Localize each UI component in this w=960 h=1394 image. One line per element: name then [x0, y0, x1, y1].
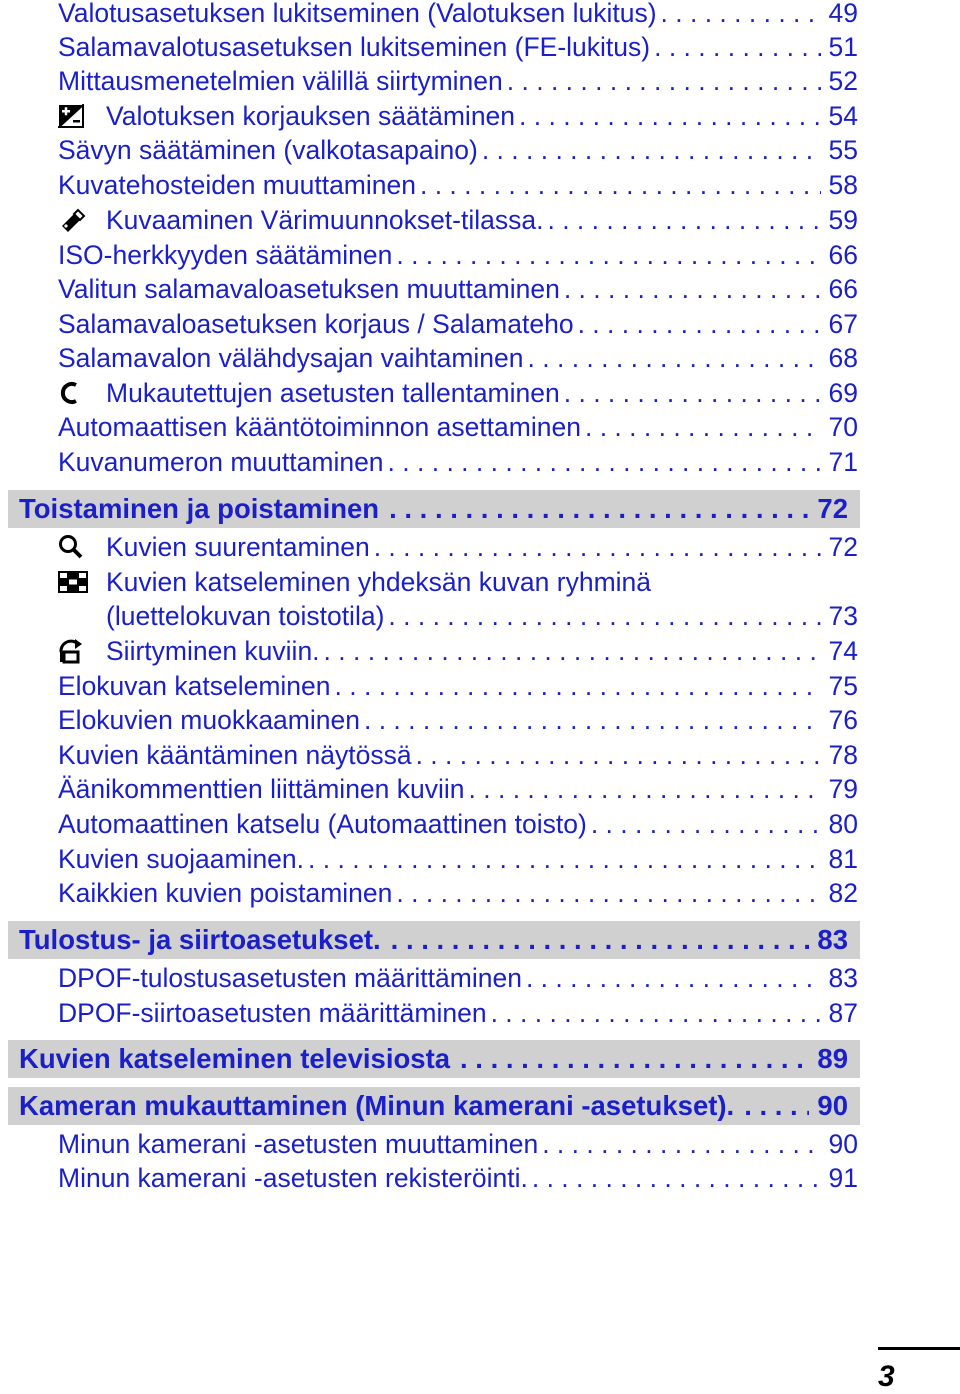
section-heading-tv[interactable]: Kuvien katseleminen televisiosta . . . 89 [8, 1040, 860, 1078]
dot-leader [591, 809, 821, 840]
dot-leader [519, 101, 820, 132]
jump-icon [58, 636, 106, 666]
footer-rule [878, 1347, 960, 1350]
dot-leader [564, 378, 821, 409]
toc-entry[interactable]: Sävyn säätäminen (valkotasapaino) . . . 55 [58, 133, 858, 167]
dot-leader [585, 412, 821, 443]
toc-entry[interactable]: Mukautettujen asetusten tallentaminen . . . 69 [58, 376, 858, 410]
custom-mode-icon [58, 378, 106, 408]
toc-entry[interactable]: Salamavalotusasetuksen lukitseminen (FE-lukitus) . . . 51 [58, 30, 858, 64]
toc-entry[interactable]: Kuvien kääntäminen näytössä . . . 78 [58, 738, 858, 772]
dot-leader [389, 493, 809, 525]
toc-entry[interactable]: DPOF-siirtoasetusten määrittäminen . . . 87 [58, 996, 858, 1030]
toc-entry[interactable]: Kuvien suurentaminen . . . 72 [58, 530, 858, 564]
toc-entry[interactable]: Elokuvien muokkaaminen . . . 76 [58, 703, 858, 737]
dot-leader [526, 963, 821, 994]
dot-leader [364, 705, 821, 736]
dot-leader [482, 135, 821, 166]
toc-entry[interactable]: Kuvaaminen Värimuunnokset-tilassa. . . . 59 [58, 203, 858, 237]
toc-entry[interactable]: Valotusasetuksen lukitseminen (Valotuksen lukitus) . . . 49 [58, 0, 858, 30]
toc-entry[interactable]: Äänikommenttien liittäminen kuviin . . . 79 [58, 772, 858, 806]
dot-leader [578, 309, 821, 340]
dot-leader [654, 32, 820, 63]
toc-entry[interactable]: DPOF-tulostusasetusten määrittäminen . . . 83 [58, 961, 858, 995]
dot-leader [388, 601, 820, 632]
dot-leader [491, 998, 821, 1029]
dot-leader [396, 240, 820, 271]
toc-entry[interactable]: ISO-herkkyyden säätäminen . . . 66 [58, 238, 858, 272]
toc-entry[interactable]: Kaikkien kuvien poistaminen . . . 82 [58, 876, 858, 910]
toc-entry[interactable]: Elokuvan katseleminen . . . 75 [58, 669, 858, 703]
dot-leader [460, 1043, 809, 1075]
index-grid-icon [58, 567, 106, 597]
toc-entry[interactable]: Salamavalon välähdysajan vaihtaminen . . . 68 [58, 341, 858, 375]
toc-entry[interactable]: Valotuksen korjauksen säätäminen . . . 54 [58, 99, 858, 133]
toc-entry-continuation[interactable]: (luettelokuvan toistotila) . . . 73 [106, 599, 858, 633]
toc-entry[interactable]: Automaattisen kääntötoiminnon asettaminen . . . 70 [58, 410, 858, 444]
dot-leader [324, 636, 821, 667]
toc-entry[interactable]: Kuvatehosteiden muuttaminen . . . 58 [58, 168, 858, 202]
dot-leader [469, 774, 821, 805]
dot-leader [528, 343, 821, 374]
dot-leader [547, 205, 820, 236]
dot-leader [396, 878, 820, 909]
dot-leader [335, 671, 821, 702]
dot-leader [507, 66, 821, 97]
toc-entry[interactable]: Mittausmenetelmien välillä siirtyminen . . . 52 [58, 64, 858, 98]
toc-entry[interactable]: Kuvien katseleminen yhdeksän kuvan ryhminä [58, 565, 858, 599]
section-heading-my-camera[interactable]: Kameran mukauttaminen (Minun kamerani -asetukset). . . . 90 [8, 1087, 860, 1125]
dot-leader [391, 924, 810, 956]
toc-entry[interactable]: Siirtyminen kuviin. . . . 74 [58, 634, 858, 668]
page-number: 3 [878, 1360, 895, 1393]
dot-leader [308, 844, 820, 875]
dot-leader [542, 1129, 820, 1160]
dot-leader [661, 0, 821, 29]
toc-entry[interactable]: Automaattinen katselu (Automaattinen toisto) . . . 80 [58, 807, 858, 841]
dot-leader [388, 447, 821, 478]
dot-leader [564, 274, 821, 305]
dot-leader [744, 1090, 809, 1122]
section-heading-print[interactable]: Tulostus- ja siirtoasetukset. . . . 83 [8, 921, 860, 959]
toc-entry[interactable]: Valitun salamavaloasetuksen muuttaminen . . . 66 [58, 272, 858, 306]
toc-entry[interactable]: Kuvien suojaaminen. . . . 81 [58, 842, 858, 876]
section-heading-playback[interactable]: Toistaminen ja poistaminen . . . 72 [8, 490, 860, 528]
toc-entry[interactable]: Kuvanumeron muuttaminen . . . 71 [58, 445, 858, 479]
dot-leader [420, 170, 821, 201]
magnify-icon [58, 532, 106, 562]
toc-entry[interactable]: Minun kamerani -asetusten rekisteröinti. . . . 91 [58, 1161, 858, 1195]
dot-leader [532, 1163, 821, 1194]
toc-entry[interactable]: Minun kamerani -asetusten muuttaminen . . . 90 [58, 1127, 858, 1161]
exposure-compensation-icon [58, 101, 106, 131]
dot-leader [416, 740, 821, 771]
toc-entry[interactable]: Salamavaloasetuksen korjaus / Salamateho . . . 67 [58, 307, 858, 341]
dot-leader [374, 532, 821, 563]
color-swap-icon [58, 205, 106, 235]
